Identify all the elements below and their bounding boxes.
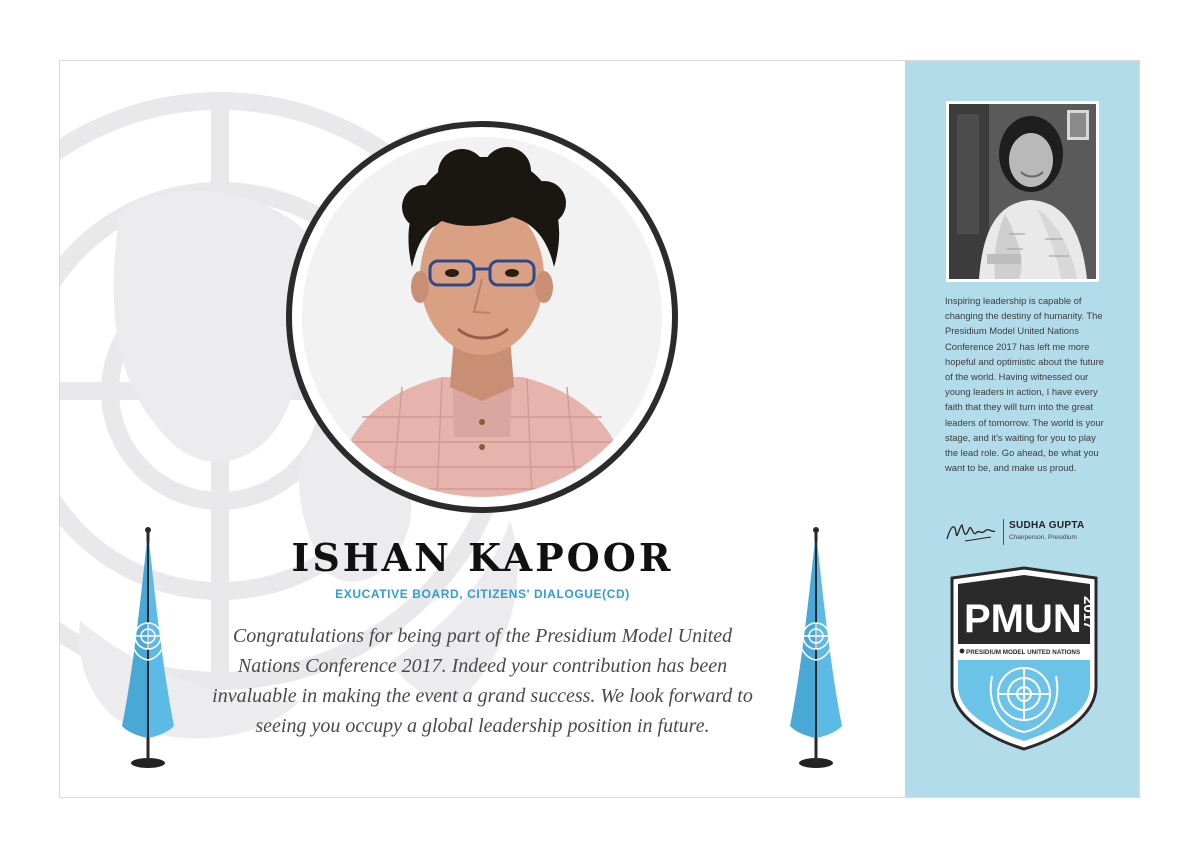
certificate-card	[59, 60, 1140, 798]
pmun-logo	[950, 566, 1098, 751]
signature-image	[945, 519, 997, 545]
chairperson-sidebar	[905, 61, 1140, 798]
svg-text:PRESIDIUM MODEL UNITED NATIONS: PRESIDIUM MODEL UNITED NATIONS	[966, 649, 1081, 656]
chairperson-name: SUDHA GUPTA	[1009, 520, 1085, 531]
svg-text:2017: 2017	[1080, 596, 1097, 630]
chairperson-quote: Inspiring leadership is capable of changing the destiny of humanity. The Presidium Model United Nations Conference 2017 has left me more hopeful and optimistic about the future of the world. Having witnessed our young leaders in action, I have every faith that they will turn into the great leaders of tomorrow. The world is your stage, and it's waiting for you to play the lead role. Go ahead, be what you want to be, and make us proud.	[945, 295, 1104, 474]
recipient-photo	[302, 137, 662, 497]
recipient-photo-frame	[286, 121, 678, 513]
signature-divider	[1003, 519, 1004, 545]
congratulations-message: Congratulations for being part of the Presidium Model United Nations Conference 2017. Indeed your contribution has been invaluable in making the event a grand success. We look forward to seeing you occupy a global leadership position in future.	[212, 625, 753, 737]
recipient-role: EXUCATIVE BOARD, CITIZENS' DIALOGUE(CD)	[335, 587, 630, 601]
recipient-name: ISHAN KAPOOR	[291, 535, 674, 580]
un-flag-right-icon	[788, 526, 848, 771]
chairperson-signature-block	[945, 517, 1115, 549]
chairperson-photo	[946, 101, 1099, 282]
un-flag-left-icon	[120, 526, 180, 771]
main-panel	[60, 61, 905, 798]
svg-text:PMUN: PMUN	[964, 597, 1082, 641]
chairperson-title: Chairperson, Presidium	[1009, 534, 1077, 541]
